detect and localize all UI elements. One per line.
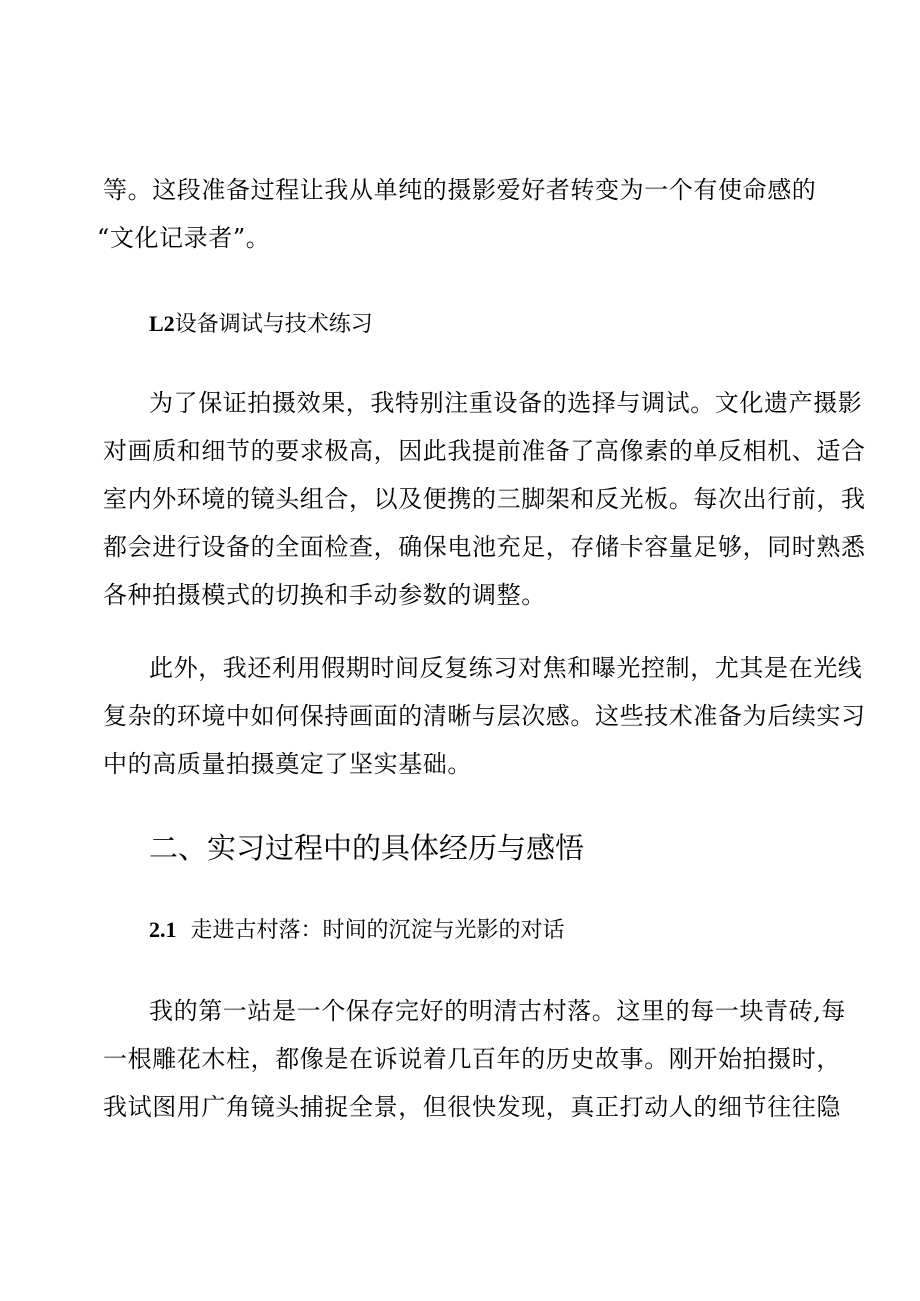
section-title: 设备调试与技术练习 [174, 312, 373, 337]
paragraph-line: 此外，我还利用假期时间反复练习对焦和曝光控制，尤其是在光线 [149, 654, 863, 682]
intro-line-1: 等。这段准备过程让我从单纯的摄影爱好者转变为一个有使命感的 [103, 176, 817, 204]
section-number: 2.1 [149, 917, 177, 942]
section-heading-2-1 [149, 915, 565, 946]
section-number: L2 [149, 311, 175, 336]
paragraph-line: 我的第一站是一个保存完好的明清古村落。这里的每一块青砖,每 [149, 997, 847, 1025]
paragraph-line: 复杂的环境中如何保持画面的清晰与层次感。这些技术准备为后续实习 [103, 702, 866, 730]
intro-line-2: “文化记录者”。 [97, 224, 271, 252]
paragraph-line: 为了保证拍摄效果，我特别注重设备的选择与调试。文化遗产摄影 [149, 389, 863, 417]
paragraph-line: 我试图用广角镜头捕捉全景，但很快发现，真正打动人的细节往往隐 [103, 1093, 841, 1121]
paragraph-line: 对画质和细节的要求极高，因此我提前准备了高像素的单反相机、适合 [103, 437, 866, 465]
section-title: 走进古村落：时间的沉淀与光影的对话 [190, 918, 565, 943]
paragraph-line: 中的高质量拍摄奠定了坚实基础。 [103, 750, 472, 778]
paragraph-line: 各种拍摄模式的切换和手动参数的调整。 [103, 581, 546, 609]
paragraph-line: 一根雕花木柱，都像是在诉说着几百年的历史故事。刚开始拍摄时， [103, 1045, 841, 1073]
section-heading-1-2 [149, 309, 373, 340]
paragraph-line: 都会进行设备的全面检查，确保电池充足，存储卡容量足够，同时熟悉 [103, 533, 866, 561]
chapter-heading-2: 二、实习过程中的具体经历与感悟 [149, 831, 585, 865]
paragraph-line: 室内外环境的镜头组合，以及便携的三脚架和反光板。每次出行前，我 [103, 485, 866, 513]
